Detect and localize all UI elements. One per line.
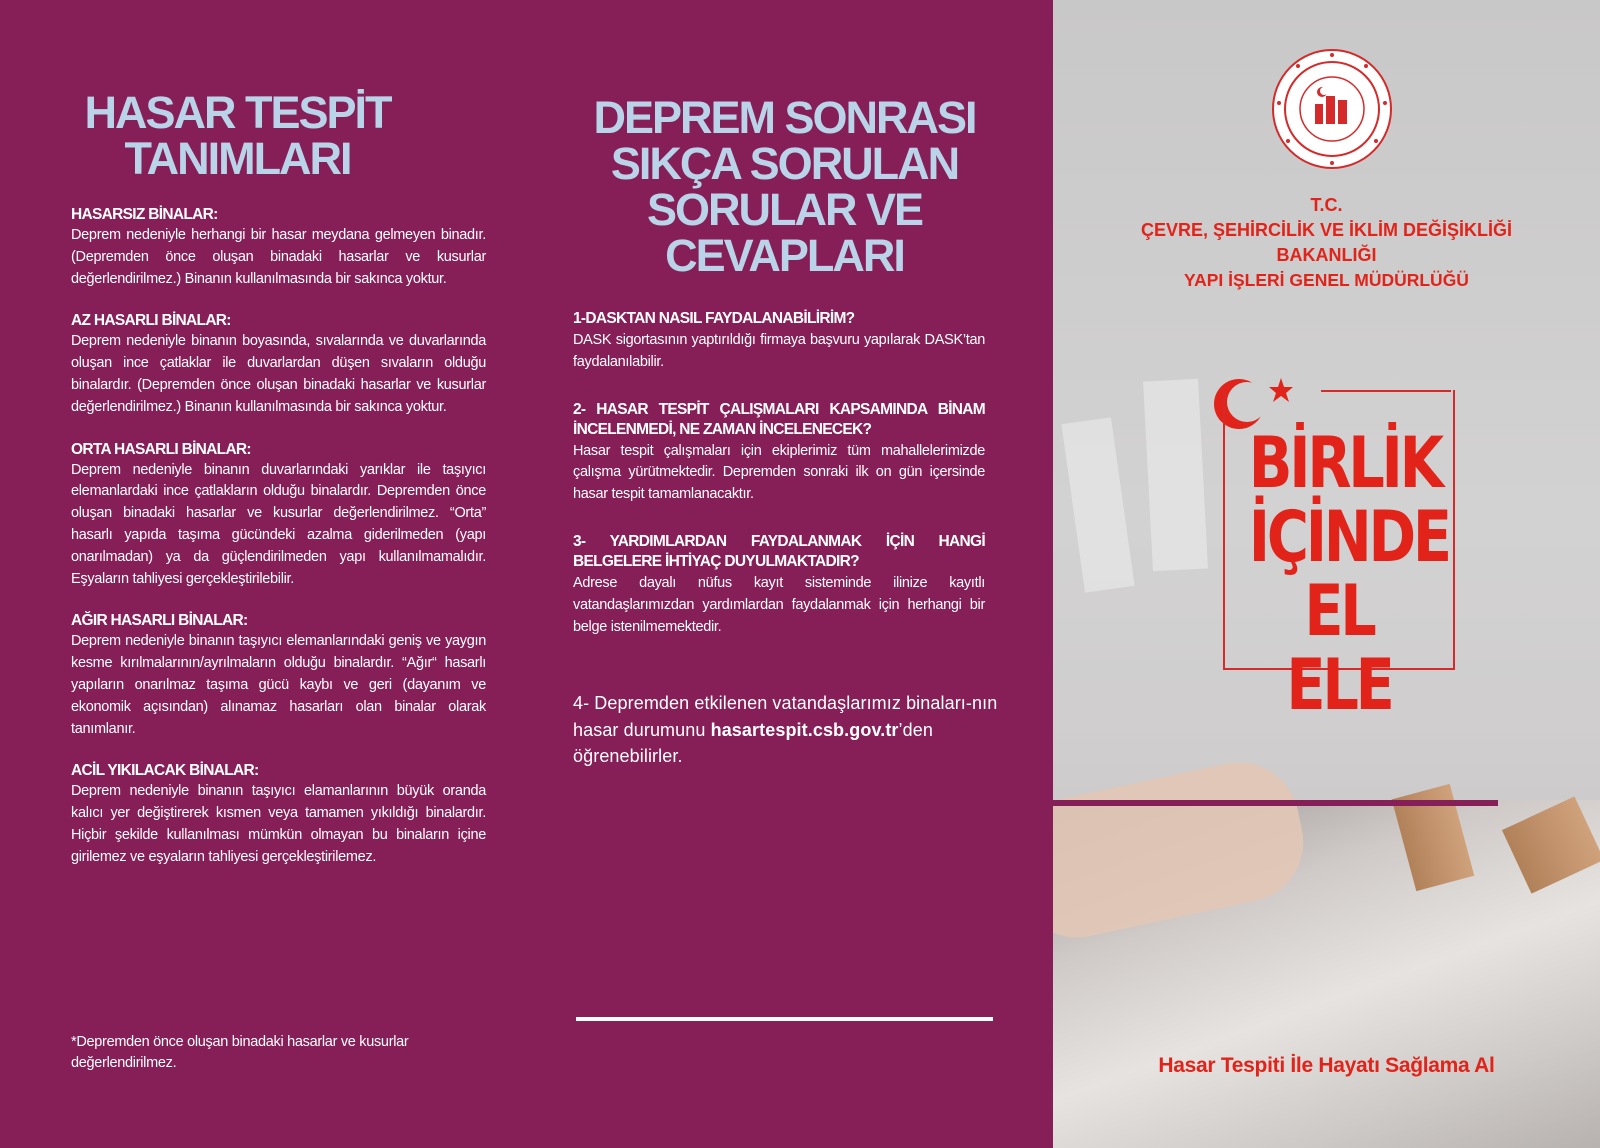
faq-answer: Hasar tespit çalışmaları için ekiplerimiz tüm mahallelerimizde çalışma yürütmektedir. Depremden sonraki ilk on gün içersinde hasar tespit tamamlanacaktır. [573,442,985,503]
faq-question: 1-DASKTAN NASIL FAYDALANABİLİRİM? [573,310,855,327]
faq4-text-end: ’den öğrenebilirler. [573,719,933,766]
faq-question: 3- YARDIMLARDAN FAYDALANMAK İÇİN HANGİ BELGELERE İHTİYAÇ DUYULMAKTADIR? [573,532,985,570]
divider [576,1017,993,1021]
definition-heading: HASARSIZ BİNALAR: [71,206,218,223]
faq-item [573,400,985,506]
ministry-line: YAPI İŞLERİ GENEL MÜDÜRLÜĞÜ [1184,270,1469,290]
faq-question: 2- HASAR TESPİT ÇALIŞMALARI KAPSAMINDA BİNAM İNCELENMEDİ, NE ZAMAN İNCELENECEK? [573,400,985,438]
definition-item [71,612,486,740]
definitions-list [71,206,486,891]
ministry-line: ÇEVRE, ŞEHİRCİLİK VE İKLİM DEĞİŞİKLİĞİ [1140,220,1513,240]
faq-item [573,532,985,638]
ministry-line: T.C. [1310,195,1343,215]
motto-line: EL ELE [1286,570,1392,726]
definition-text: Deprem nedeniyle binanın taşıyıcı elemanlarındaki geniş ve yaygın kesme kırılmalarının/ayrılmaların olduğu binalardır. “Ağır“ hasarlı yapıların onarılmaz taşıma gücü kaybı ve geri (dayanım ve ekonomik açısından) alınamaz hasarları olan binalar olarak tanımlanır. [71,633,486,737]
faq-item [573,309,985,374]
right-panel [1053,0,1600,1148]
photo-jenga [1053,800,1600,1148]
middle-panel [520,0,1053,1148]
faq-answer: Adrese dayalı nüfus kayıt sisteminde ilinize kayıtlı vatandaşlarımızdan yardımlardan faydalanmak için herhangi bir belge istenilmemektedir. [573,574,985,635]
faq-answer: DASK sigortasının yaptırıldığı firmaya başvuru yapılarak DASK’tan faydalanılabilir. [573,332,985,370]
definition-heading: ACİL YIKILACAK BİNALAR: [71,762,259,780]
definition-item [71,206,486,290]
faq-item-4 [573,690,1023,770]
motto-frame-top [1321,390,1451,392]
motto [1248,422,1449,726]
definition-item [71,762,486,868]
background-block [1143,379,1208,572]
definition-heading: AZ HASARLI BİNALAR: [71,312,231,330]
hand [1053,751,1314,948]
ministry-line: BAKANLIĞI [1276,245,1377,265]
definition-text: Deprem nedeniyle binanın taşıyıcı elamanlarının büyük oranda kalıcı yer değiştirerek kısmen veya tamamen yıkıldığı binalardır. Hiçbir şekilde kullanılması mümkün olmayan bu binaların içine girilemez ve eşyaların tahliyesi gerçekleştirilemez. [71,783,486,865]
definition-text: Deprem nedeniyle binanın duvarlarındaki yarıklar ile taşıyıcı elemanlardaki ince çatlakların olduğu binalardır. Depremden önce oluşan binadaki hasarlar ve kusurlar değerlendirilmez. “Orta” hasarlı yapıda taşıma gücündeki azalma giderilmeden (yapı onarılmadan) ya da güçlendirilmeden yapı kullanılmamalıdır. Eşyaların tahliyesi gerçekleştirilebilir. [71,461,486,587]
background-block [1061,417,1134,592]
faq4-text: 4- Depremden etkilenen vatandaşlarımız binaları-nın hasar durumunu [573,693,998,740]
left-title: HASAR TESPİT TANIMLARI [84,87,391,184]
definition-item [71,312,486,418]
left-panel [0,0,520,1148]
definition-text: Deprem nedeniyle herhangi bir hasar meydana gelmeyen binadır. (Depremden önce oluşan binadaki hasarlar ve kusurlar değerlendirilmez.) Binanın kullanılmasında bir sakınca yoktur. [71,227,486,287]
definition-item [71,441,486,591]
ministry-seal-icon [1271,48,1393,170]
footnote: *Depremden önce oluşan binadaki hasarlar ve kusurlar değerlendirilmez. [71,1034,409,1071]
ministry-name [1053,193,1600,293]
slogan: Hasar Tespiti İle Hayatı Sağlama Al [1158,1054,1495,1077]
faq-list [573,309,985,664]
maroon-strip [1053,800,1498,806]
definition-heading: AĞIR HASARLI BİNALAR: [71,612,248,630]
motto-line: BİRLİK [1248,422,1441,504]
faq4-link[interactable]: hasartespit.csb.gov.tr [710,719,899,740]
motto-line: İÇİNDE [1248,496,1449,578]
definition-text: Deprem nedeniyle binanın boyasında, sıvalarında ve duvarlarında oluşan ince çatlaklar ile duvarlardan düşen sıvaların olduğu binalardır. (Depremden önce oluşan binadaki hasarlar ve kusurlar değerlendirilmez.) Binanın kullanılmasında bir sakınca yoktur. [71,333,486,415]
definition-heading: ORTA HASARLI BİNALAR: [71,440,251,458]
middle-title: DEPREM SONRASI SIKÇA SORULAN SORULAR VE CEVAPLARI [593,92,976,281]
wooden-block [1502,796,1600,893]
